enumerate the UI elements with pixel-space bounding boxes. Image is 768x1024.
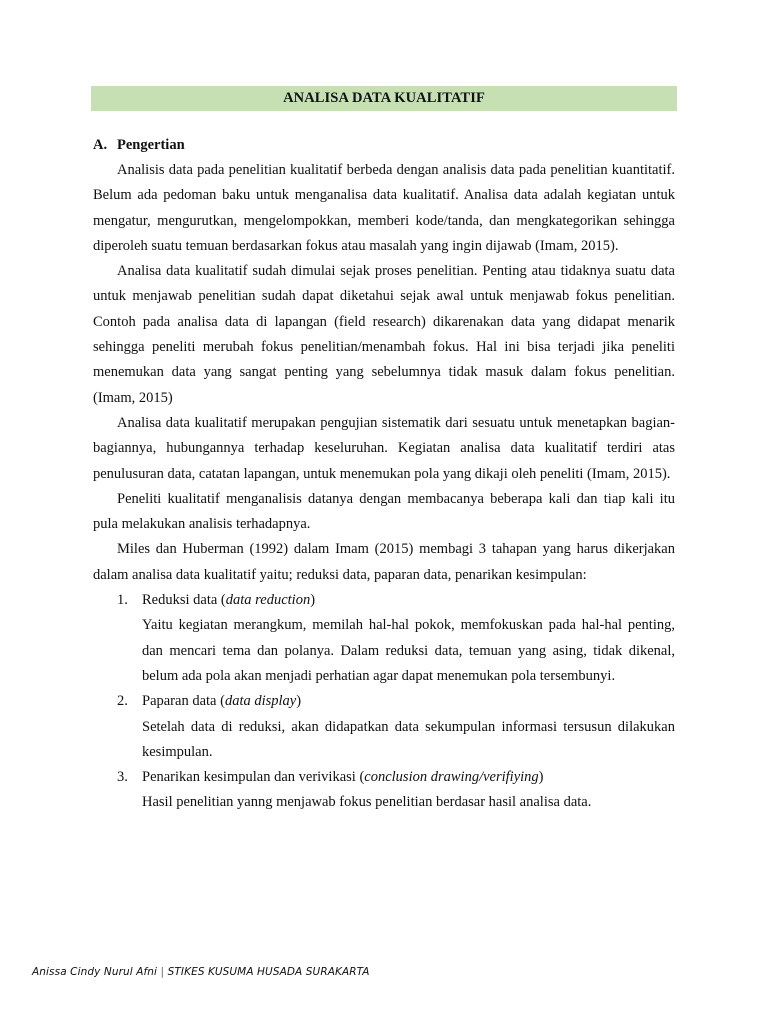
list-item-label-close: )	[296, 693, 302, 710]
list-item-description: Setelah data di reduksi, akan didapatkan data sekumpulan informasi tersusun dilakukan kesimpulan.	[142, 718, 675, 760]
list-item-term: data display	[224, 693, 297, 710]
list-item-label: Paparan data (	[142, 693, 225, 710]
list-item-label-close: )	[538, 769, 544, 786]
list-item	[93, 689, 675, 765]
list-item-number: 2.	[117, 693, 128, 710]
footer-institution: STIKES KUSUMA HUSADA SURAKARTA	[167, 966, 370, 978]
document-body	[93, 158, 675, 816]
section-number: A.	[93, 137, 108, 153]
section-heading	[93, 135, 185, 155]
list-item-number: 3.	[117, 769, 128, 786]
list-item	[93, 765, 675, 816]
paragraph: Analisa data kualitatif sudah dimulai sejak proses penelitian. Penting atau tidaknya suatu data untuk menjawab penelitian sudah dapat diketahui sejak awal untuk menjawab fokus penelitian. Contoh pada analisa data di lapangan (field research) dikarenakan data yang didapat menarik sehingga peneliti merubah fokus penelitian/menambah fokus. Hal ini bisa terjadi jika peneliti menemukan data yang sangat penting yang sebelumnya tidak masuk dalam fokus penelitian. (Imam, 2015)	[93, 263, 675, 406]
list-item-number: 1.	[117, 592, 128, 609]
list-item-description: Yaitu kegiatan merangkum, memilah hal-hal pokok, memfokuskan pada hal-hal penting, dan mencari tema dan polanya. Dalam reduksi data, temuan yang asing, tidak dikenal, belum ada pola akan menjadi perhatian agar dapat menemukan pola tersembunyi.	[142, 617, 675, 684]
list-item-description: Hasil penelitian yanng menjawab fokus penelitian berdasar hasil analisa data.	[142, 794, 592, 811]
analysis-steps-list	[93, 588, 675, 816]
footer-author: Anissa Cindy Nurul Afni	[32, 966, 158, 978]
list-item-label: Penarikan kesimpulan dan verivikasi (	[142, 769, 365, 786]
list-item-term: conclusion drawing/verifiying	[364, 769, 539, 786]
paragraph: Miles dan Huberman (1992) dalam Imam (2015) membagi 3 tahapan yang harus dikerjakan dalam analisa data kualitatif yaitu; reduksi data, paparan data, penarikan kesimpulan:	[93, 541, 675, 583]
document-title: ANALISA DATA KUALITATIF	[91, 86, 677, 111]
list-item-label-close: )	[310, 592, 316, 609]
list-item-term: data reduction	[225, 592, 311, 609]
section-title: Pengertian	[117, 137, 185, 153]
paragraph: Peneliti kualitatif menganalisis datanya dengan membacanya beberapa kali dan tiap kali itu pula melakukan analisis terhadapnya.	[93, 490, 675, 533]
list-item-label: Reduksi data (	[142, 592, 226, 609]
page-footer	[32, 966, 370, 978]
list-item	[93, 588, 675, 689]
footer-separator: |	[160, 966, 165, 978]
paragraph: Analisis data pada penelitian kualitatif berbeda dengan analisis data pada penelitian kuantitatif. Belum ada pedoman baku untuk menganalisa data kualitatif. Analisa data adalah kegiatan untuk mengatur, mengurutkan, mengelompokkan, memberi kode/tanda, dan mengkategorikan sehingga diperoleh suatu temuan berdasarkan fokus atau masalah yang ingin dijawab (Imam, 2015).	[93, 162, 675, 254]
paragraph: Analisa data kualitatif merupakan pengujian sistematik dari sesuatu untuk menetapkan bagian-bagiannya, hubungannya terhadap keseluruhan. Kegiatan analisa data kualitatif terdiri atas penulusuran data, catatan lapangan, untuk menemukan pola yang dikaji oleh peneliti (Imam, 2015).	[93, 414, 675, 482]
